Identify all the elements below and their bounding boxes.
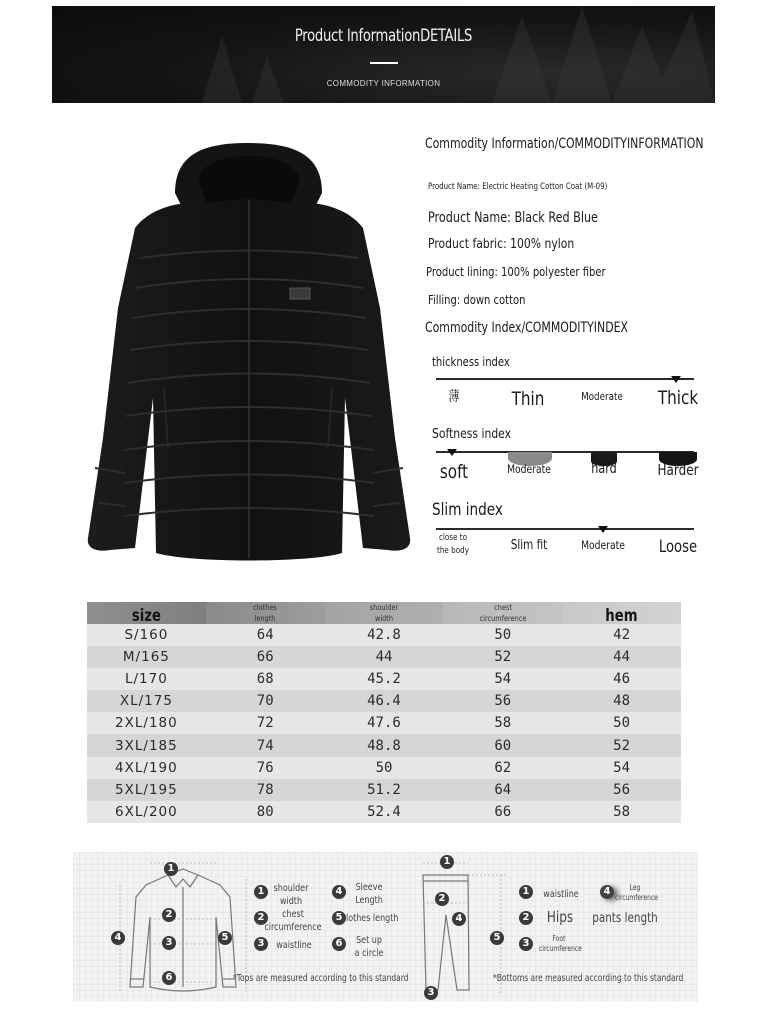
header-chest-circumference: chest circumference xyxy=(443,602,562,624)
header-banner xyxy=(52,6,715,103)
bottoms-legend-num-4: 4 xyxy=(600,885,614,899)
tops-legend-1: shoulder width xyxy=(273,883,309,907)
tops-legend-6: Set up a circle xyxy=(354,935,384,959)
banner-title: Product InformationDETAILS xyxy=(294,26,473,46)
table-row: 4XL/190 76 50 62 54 xyxy=(87,757,681,779)
bottoms-legend-num-3: 3 xyxy=(519,937,533,951)
tops-legend-num-5: 5 xyxy=(332,911,346,925)
tops-legend-num-4: 4 xyxy=(332,885,346,899)
tops-legend-3: waistline xyxy=(276,940,312,951)
bottoms-legend-num-2: 2 xyxy=(519,911,533,925)
bottoms-legend-4: Leg circumference xyxy=(615,883,658,902)
product-colors: Product Name: Black Red Blue xyxy=(428,210,598,226)
pants-marker-1: 1 xyxy=(440,855,454,869)
table-row: 2XL/180 72 47.6 58 50 xyxy=(87,712,681,734)
tops-legend-5: clothes length xyxy=(341,913,399,924)
thickness-index xyxy=(432,354,697,414)
product-image xyxy=(80,138,418,563)
pants-marker-4: 4 xyxy=(452,912,466,926)
commodity-info-heading: Commodity Information/COMMODITYINFORMATION xyxy=(425,136,704,152)
slim-label-2: Moderate xyxy=(581,538,625,552)
bottoms-legend-2: Hips xyxy=(546,908,574,926)
slim-marker-icon xyxy=(598,526,608,533)
table-row: S/160 64 42.8 50 42 xyxy=(87,624,681,646)
header-shoulder-width: shoulder width xyxy=(325,602,444,624)
softness-index-title: Softness index xyxy=(432,426,512,442)
size-chart-table xyxy=(87,602,681,823)
thickness-label-1: Thin xyxy=(511,388,545,410)
slim-index-title: Slim index xyxy=(432,500,503,520)
slim-label-1: Slim fit xyxy=(510,538,548,553)
shirt-marker-5: 5 xyxy=(218,931,232,945)
table-row: 3XL/185 74 48.8 60 52 xyxy=(87,734,681,756)
shirt-marker-3: 3 xyxy=(162,936,176,950)
shirt-marker-6: 6 xyxy=(162,971,176,985)
size-chart-body xyxy=(87,624,681,823)
softness-label-0: soft xyxy=(439,461,469,483)
pants-marker-5: 5 xyxy=(490,931,504,945)
commodity-index-heading: Commodity Index/COMMODITYINDEX xyxy=(425,320,628,336)
softness-scale-line xyxy=(436,451,694,453)
thickness-marker-icon xyxy=(671,376,681,383)
banner-divider xyxy=(370,62,398,64)
slim-scale-line xyxy=(436,528,694,530)
tops-legend-num-2: 2 xyxy=(254,911,268,925)
tops-legend-num-6: 6 xyxy=(332,937,346,951)
tops-legend-num-3: 3 xyxy=(254,937,268,951)
pants-marker-2: 2 xyxy=(435,892,449,906)
softness-label-3: Harder xyxy=(657,461,699,479)
bottoms-legend-5: pants length xyxy=(592,911,658,926)
banner-subtitle: COMMODITY INFORMATION xyxy=(326,79,441,88)
softness-index xyxy=(432,426,697,486)
slim-label-3: Loose xyxy=(658,537,698,556)
bottoms-note: *Bottoms are measured according to this standard xyxy=(493,973,684,984)
softness-label-1: Moderate xyxy=(507,462,551,476)
slim-index xyxy=(432,500,697,562)
shirt-marker-1: 1 xyxy=(164,862,178,876)
size-chart-header xyxy=(87,602,681,624)
tops-legend-2: chest circumference xyxy=(264,909,322,933)
product-name-full: Product Name: Electric Heating Cotton Coat (M-09) xyxy=(428,182,608,192)
product-fabric: Product fabric: 100% nylon xyxy=(428,236,575,252)
tops-legend-num-1: 1 xyxy=(254,885,268,899)
bottoms-legend-1: waistline xyxy=(543,889,579,900)
softness-label-2: hard xyxy=(591,461,617,477)
bottoms-legend-num-1: 1 xyxy=(519,885,533,899)
header-clothes-length: clothes length xyxy=(206,602,325,624)
table-row: 6XL/200 80 52.4 66 58 xyxy=(87,801,681,823)
tops-legend-4: Sleeve Length xyxy=(355,882,383,906)
pants-marker-3: 3 xyxy=(424,986,438,1000)
thickness-label-2: Moderate xyxy=(581,390,623,403)
table-row: M/165 66 44 52 44 xyxy=(87,646,681,668)
product-lining: Product lining: 100% polyester fiber xyxy=(426,264,606,279)
table-row: 5XL/195 78 51.2 64 56 xyxy=(87,779,681,801)
forest-background-image xyxy=(52,6,715,103)
header-size: size xyxy=(87,602,206,624)
thickness-index-title: thickness index xyxy=(432,354,510,369)
thickness-scale-line xyxy=(436,378,694,380)
shirt-marker-4: 4 xyxy=(111,931,125,945)
table-row: L/170 68 45.2 54 46 xyxy=(87,668,681,690)
header-hem: hem xyxy=(562,602,681,624)
shirt-marker-2: 2 xyxy=(162,908,176,922)
thickness-label-0: 薄 xyxy=(448,389,460,405)
table-row: XL/175 70 46.4 56 48 xyxy=(87,690,681,712)
softness-marker-icon xyxy=(447,449,457,456)
tops-note: *Tops are measured according to this standard xyxy=(233,973,409,984)
slim-label-0: close to the body xyxy=(437,533,469,556)
measurement-guide xyxy=(73,852,698,1002)
thickness-label-3: Thick xyxy=(657,387,699,409)
bottoms-legend-3: Foot circumference xyxy=(539,934,582,953)
product-filling: Filling: down cotton xyxy=(428,292,526,307)
